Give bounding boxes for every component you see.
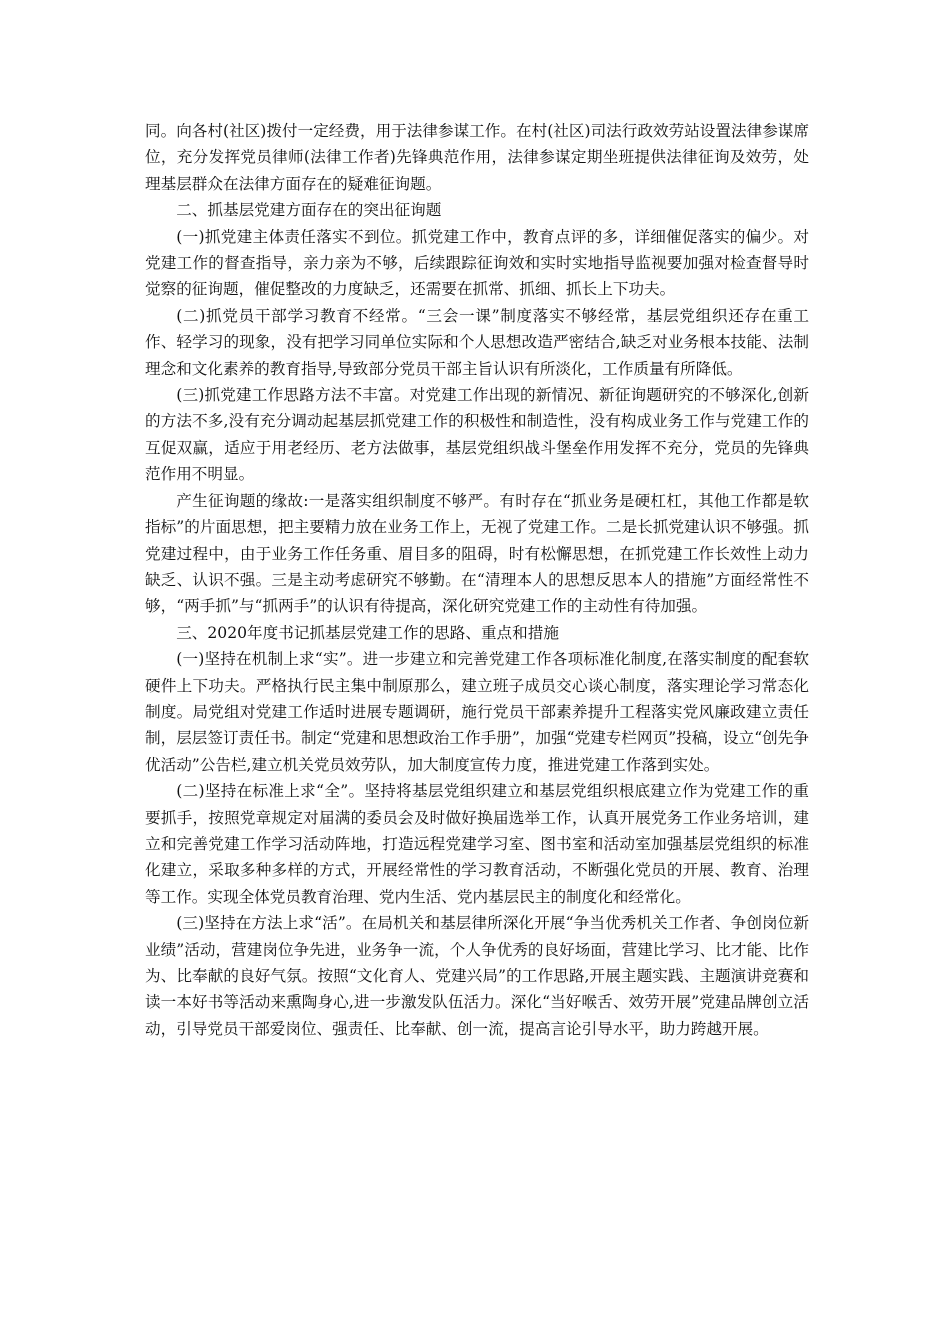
section-heading-problems: 二、抓基层党建方面存在的突出征询题 — [176, 201, 442, 220]
paragraph-measure-2: (二)坚持在标准上求“全”。坚持将基层党组织建立和基层党组织根底建立作为党建工作的重要抓手，按照党章规定对届满的委员会及时做好换届选举工作，认真开展党务工作业务培训，建立和完善党建工作学习活动阵地，打造远程党建学习室、图书室和活动室加强基层党组织的标准化建立，采取多种多样的方式，开展经常性的学习教育活动，不断强化党员的开展、教育、治理等工作。实现全体党员教育治理、党内生活、党内基层民主的制度化和经常化。 — [145, 782, 809, 906]
paragraph-problem-3: (三)抓党建工作思路方法不丰富。对党建工作出现的新情况、新征询题研究的不够深化,创新的方法不多,没有充分调动起基层抓党建工作的积极性和制造性，没有构成业务工作与党建工作的互促双赢，适应于用老经历、老方法做事，基层党组织战斗堡垒作用发挥不充分，党员的先锋典范作用不明显。 — [145, 386, 809, 484]
paragraph-continued-legal-advisor: 同。向各村(社区)拨付一定经费，用于法律参谋工作。在村(社区)司法行政效劳站设置法律参谋席位，充分发挥党员律师(法律工作者)先锋典范作用，法律参谋定期坐班提供法律征询及效劳，处理基层群众在法律方面存在的疑难征询题。 — [145, 122, 809, 193]
document-body — [145, 118, 809, 1042]
paragraph-causes: 产生征询题的缘故:一是落实组织制度不够严。有时存在“抓业务是硬杠杠，其他工作都是软指标”的片面思想，把主要精力放在业务工作上，无视了党建工作。二是长抓党建认识不够强。抓党建过程中，由于业务工作任务重、眉目多的阻碍，时有松懈思想，在抓党建工作长效性上动力缺乏、认识不强。三是主动考虑研究不够勤。在“清理本人的思想反思本人的措施”方面经常性不够，“两手抓”与“抓两手”的认识有待提高，深化研究党建工作的主动性有待加强。 — [145, 491, 809, 616]
paragraph-measure-3: (三)坚持在方法上求“活”。在局机关和基层律所深化开展“争当优秀机关工作者、争创岗位新业绩”活动，营建岗位争先进，业务争一流，个人争优秀的良好场面，营建比学习、比才能、比作为、比奉献的良好气氛。按照“文化育人、党建兴局”的工作思路,开展主题实践、主题演讲竞赛和读一本好书等活动来熏陶身心,进一步激发队伍活力。深化“当好喉舌、效劳开展”党建品牌创立活动，引导党员干部爱岗位、强责任、比奉献、创一流，提高言论引导水平，助力跨越开展。 — [145, 914, 809, 1038]
paragraph-measure-1: (一)坚持在机制上求“实”。进一步建立和完善党建工作各项标准化制度,在落实制度的配套软硬件上下功夫。严格执行民主集中制原那么，建立班子成员交心谈心制度，落实理论学习常态化制度。局党组对党建工作适时进展专题调研，施行党员干部素养提升工程落实党风廉政建立责任制，层层签订责任书。制定“党建和思想政治工作手册”，加强“党建专栏网页”投稿，设立“创先争优活动”公告栏,建立机关党员效劳队，加大制度宣传力度，推进党建工作落到实处。 — [145, 650, 809, 774]
paragraph-problem-1: (一)抓党建主体责任落实不到位。抓党建工作中，教育点评的多，详细催促落实的偏少。对党建工作的督查指导，亲力亲为不够，后续跟踪征询效和实时实地指导监视要加强对检查督导时觉察的征询题，催促整改的力度缺乏，还需要在抓常、抓细、抓长上下功夫。 — [145, 227, 809, 299]
paragraph-problem-2: (二)抓党员干部学习教育不经常。“三会一课”制度落实不够经常，基层党组织还存在重工作、轻学习的现象，没有把学习同单位实际和个人思想改造严密结合,缺乏对业务根本技能、法制理念和文化素养的教育指导,导致部分党员干部主旨认识有所淡化，工作质量有所降低。 — [145, 306, 809, 378]
section-heading-measures: 三、2020年度书记抓基层党建工作的思路、重点和措施 — [176, 623, 559, 642]
